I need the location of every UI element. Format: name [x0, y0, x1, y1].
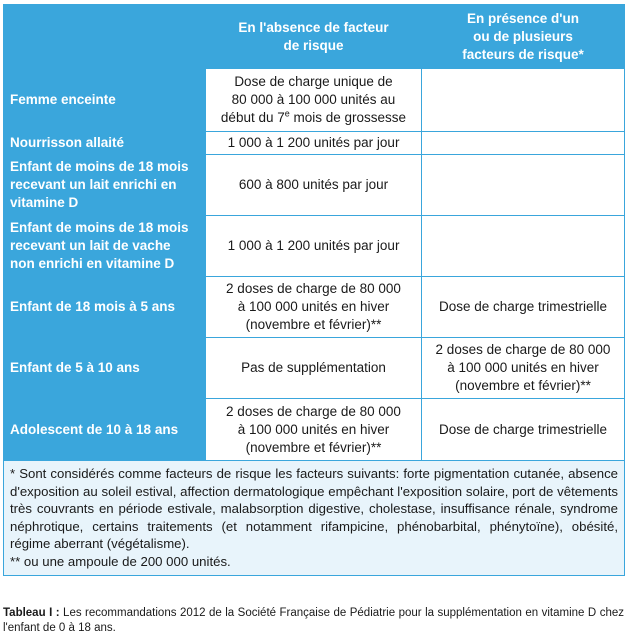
cell-line: (novembre et février)**	[455, 378, 591, 393]
cell-line: (novembre et février)**	[245, 317, 382, 332]
row-label-line: recevant un lait de vache	[10, 238, 171, 253]
table-row	[4, 216, 625, 277]
superscript: e	[284, 108, 290, 119]
row-label-line: Enfant de 18 mois à 5 ans	[10, 299, 176, 314]
row-label	[4, 399, 206, 461]
cell-line: 2 doses de charge de 80 000	[226, 281, 401, 296]
header-presence-line: En présence d'un	[467, 10, 579, 26]
cell-line: Pas de supplémentation	[241, 360, 386, 375]
cell-line: Dose de charge trimestrielle	[438, 299, 608, 314]
row-label	[4, 155, 206, 216]
cell-line: 80 000 à 100 000 unités au	[231, 92, 396, 107]
cell-line: à 100 000 unités en hiver	[237, 421, 390, 437]
footnote-ampoule: ** ou une ampoule de 200 000 unités.	[10, 553, 231, 569]
row-label-line: Enfant de moins de 18 mois	[10, 159, 189, 174]
cell-line: Dose de charge unique de	[234, 74, 393, 89]
presence-cell	[422, 399, 625, 461]
row-label-line: non enrichi en vitamine D	[10, 256, 175, 271]
cell-line: Dose de charge trimestrielle	[438, 421, 608, 437]
absence-cell	[206, 399, 422, 461]
table-row	[4, 132, 625, 155]
row-label	[4, 338, 206, 399]
row-label-line: Femme enceinte	[10, 92, 116, 107]
footnotes	[4, 461, 625, 576]
table-row	[4, 69, 625, 132]
absence-cell	[206, 338, 422, 399]
cell-line: 2 doses de charge de 80 000	[435, 342, 611, 357]
row-label-line: recevant un lait enrichi en	[10, 177, 177, 192]
header-presence-risk	[422, 5, 625, 69]
caption-text: Les recommandations 2012 de la Société Française de Pédiatrie pour la supplémentation en vitamine D chez l'enfant de 0 à 18 ans.	[3, 607, 624, 634]
presence-cell	[422, 155, 625, 216]
row-label-line: Nourrisson allaité	[10, 135, 125, 150]
table-row	[4, 277, 625, 338]
caption-label: Tableau I :	[3, 607, 60, 619]
row-label-line: Enfant de moins de 18 mois	[10, 220, 189, 235]
row-label	[4, 277, 206, 338]
cell-line: 600 à 800 unités par jour	[238, 177, 389, 192]
header-absence-line: En l'absence de facteur	[238, 19, 389, 35]
footnote-risk-factors: * Sont considérés comme facteurs de risque les facteurs suivants: forte pigmentation cutanée, absence d'exposition au soleil estival, affection dermatologique empêchant l'exposition solaire, port de vêtements très couvrants en période estivale, malabsorption digestive, cholestase, insuffisance rénale, syndrome néphrotique, certains traitements (et notamment rifampicine, phénobarbital, phénytoïne), obésité, régime aberrant (végétalisme).	[10, 466, 618, 552]
header-absence-risk	[206, 5, 422, 69]
cell-line	[210, 109, 417, 127]
row-label	[4, 132, 206, 155]
header-absence-line: de risque	[283, 37, 344, 53]
presence-cell	[422, 69, 625, 132]
table-header-row	[4, 5, 625, 69]
cell-line: 1 000 à 1 200 unités par jour	[227, 135, 400, 150]
cell-line: (novembre et février)**	[245, 439, 382, 455]
table-row	[4, 338, 625, 399]
presence-cell	[422, 132, 625, 155]
recommendations-table	[3, 4, 625, 576]
row-label	[4, 69, 206, 132]
row-label-line: Adolescent de 10 à 18 ans	[10, 421, 179, 437]
cell-line: à 100 000 unités en hiver	[237, 299, 390, 314]
cell-line: 2 doses de charge de 80 000	[226, 403, 401, 419]
cell-line: 1 000 à 1 200 unités par jour	[227, 238, 400, 253]
absence-cell	[206, 132, 422, 155]
row-label	[4, 216, 206, 277]
cell-text: début du 7	[220, 110, 285, 125]
absence-cell	[206, 69, 422, 132]
row-label-line: Enfant de 5 à 10 ans	[10, 360, 140, 375]
table-row	[4, 399, 625, 461]
presence-cell	[422, 338, 625, 399]
absence-cell	[206, 216, 422, 277]
absence-cell	[206, 155, 422, 216]
cell-line: à 100 000 unités en hiver	[447, 360, 599, 375]
absence-cell	[206, 277, 422, 338]
presence-cell	[422, 216, 625, 277]
notes-row	[4, 461, 625, 576]
header-presence-line: ou de plusieurs	[473, 28, 573, 44]
header-presence-line: facteurs de risque*	[462, 46, 584, 62]
table-row	[4, 155, 625, 216]
cell-text: mois de grossesse	[289, 110, 407, 125]
table-caption	[3, 606, 624, 636]
recommendations-table-wrapper	[3, 4, 624, 576]
header-empty-cell	[4, 5, 206, 69]
row-label-line: vitamine D	[10, 195, 79, 210]
presence-cell	[422, 277, 625, 338]
